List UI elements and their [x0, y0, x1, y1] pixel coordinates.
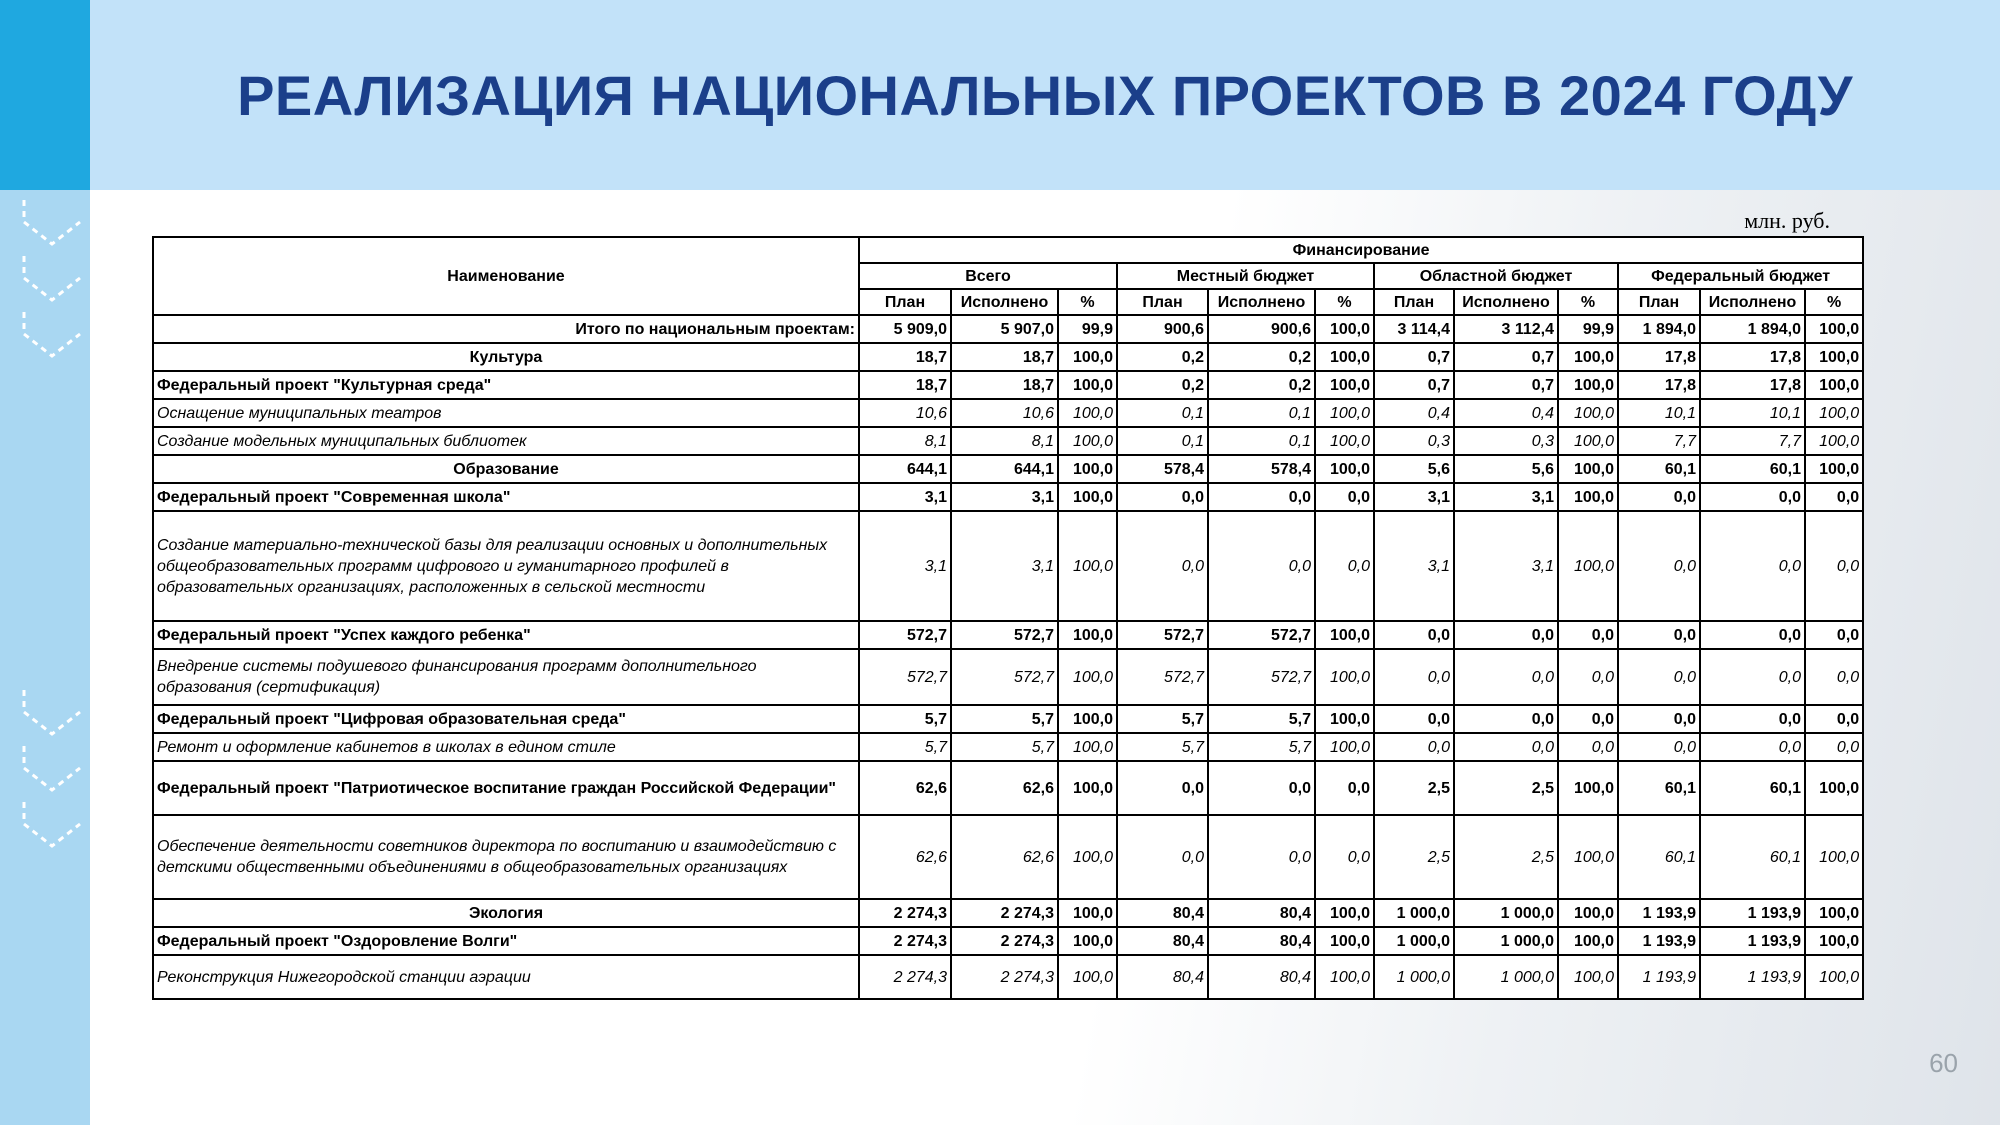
units-label: млн. руб. [1744, 208, 1830, 233]
value-cell: 2 274,3 [859, 927, 951, 955]
table-row [153, 705, 1863, 733]
subcolumn-header: План [1117, 289, 1208, 315]
value-cell: 0,0 [1315, 815, 1374, 899]
value-cell: 80,4 [1208, 955, 1315, 999]
value-cell: 80,4 [1208, 927, 1315, 955]
value-cell: 1 193,9 [1700, 927, 1805, 955]
table-row [153, 733, 1863, 761]
financing-header: Финансирование [859, 237, 1863, 263]
value-cell: 100,0 [1315, 399, 1374, 427]
value-cell: 0,0 [1558, 649, 1618, 705]
value-cell: 5,7 [1208, 733, 1315, 761]
value-cell: 3,1 [1374, 483, 1454, 511]
value-cell: 17,8 [1700, 371, 1805, 399]
value-cell: 100,0 [1058, 343, 1117, 371]
value-cell: 2,5 [1454, 815, 1558, 899]
value-cell: 3,1 [951, 483, 1058, 511]
value-cell: 100,0 [1558, 371, 1618, 399]
row-name: Культура [153, 343, 859, 371]
value-cell: 100,0 [1058, 371, 1117, 399]
value-cell: 100,0 [1058, 455, 1117, 483]
value-cell: 0,3 [1454, 427, 1558, 455]
value-cell: 18,7 [859, 371, 951, 399]
value-cell: 100,0 [1315, 649, 1374, 705]
subcolumn-header: Исполнено [1454, 289, 1558, 315]
value-cell: 3,1 [951, 511, 1058, 621]
row-name: Реконструкция Нижегородской станции аэрации [153, 955, 859, 999]
value-cell: 3 112,4 [1454, 315, 1558, 343]
value-cell: 100,0 [1558, 427, 1618, 455]
row-name: Обеспечение деятельности советников директора по воспитанию и взаимодействию с детскими общественными объединениями в общеобразовательных организациях [153, 815, 859, 899]
subcolumn-header: План [1618, 289, 1700, 315]
value-cell: 0,0 [1805, 621, 1863, 649]
value-cell: 572,7 [1117, 621, 1208, 649]
table-row [153, 649, 1863, 705]
row-name: Федеральный проект "Цифровая образовательная среда" [153, 705, 859, 733]
value-cell: 0,0 [1618, 649, 1700, 705]
value-cell: 100,0 [1558, 899, 1618, 927]
value-cell: 5,7 [1117, 705, 1208, 733]
value-cell: 18,7 [859, 343, 951, 371]
value-cell: 100,0 [1315, 455, 1374, 483]
table-row [153, 371, 1863, 399]
value-cell: 100,0 [1315, 343, 1374, 371]
subcolumn-header: Исполнено [951, 289, 1058, 315]
subcolumn-header: План [859, 289, 951, 315]
subcolumn-header: Исполнено [1700, 289, 1805, 315]
value-cell: 0,0 [1117, 761, 1208, 815]
value-cell: 100,0 [1058, 927, 1117, 955]
value-cell: 0,0 [1805, 705, 1863, 733]
table-row [153, 815, 1863, 899]
projects-table [152, 236, 1864, 1000]
value-cell: 100,0 [1058, 705, 1117, 733]
value-cell: 2,5 [1374, 761, 1454, 815]
subcolumn-header: % [1558, 289, 1618, 315]
value-cell: 5 909,0 [859, 315, 951, 343]
value-cell: 0,2 [1208, 371, 1315, 399]
value-cell: 572,7 [1117, 649, 1208, 705]
value-cell: 0,0 [1700, 511, 1805, 621]
subcolumn-header: Исполнено [1208, 289, 1315, 315]
value-cell: 100,0 [1058, 761, 1117, 815]
table-row [153, 899, 1863, 927]
value-cell: 572,7 [951, 621, 1058, 649]
value-cell: 1 000,0 [1374, 899, 1454, 927]
value-cell: 0,7 [1454, 371, 1558, 399]
table-row [153, 399, 1863, 427]
value-cell: 0,0 [1208, 511, 1315, 621]
value-cell: 5,7 [951, 705, 1058, 733]
value-cell: 0,0 [1805, 649, 1863, 705]
table-row [153, 511, 1863, 621]
left-decor-accent [0, 0, 90, 190]
value-cell: 644,1 [859, 455, 951, 483]
value-cell: 0,7 [1374, 371, 1454, 399]
slide-header [90, 0, 2000, 190]
value-cell: 17,8 [1618, 371, 1700, 399]
value-cell: 2 274,3 [951, 955, 1058, 999]
value-cell: 10,1 [1700, 399, 1805, 427]
value-cell: 0,0 [1454, 733, 1558, 761]
value-cell: 0,0 [1700, 483, 1805, 511]
value-cell: 100,0 [1058, 733, 1117, 761]
subcolumn-header: % [1805, 289, 1863, 315]
value-cell: 2,5 [1454, 761, 1558, 815]
value-cell: 1 193,9 [1618, 927, 1700, 955]
value-cell: 100,0 [1315, 955, 1374, 999]
subcolumn-header: План [1374, 289, 1454, 315]
value-cell: 100,0 [1805, 427, 1863, 455]
value-cell: 100,0 [1058, 815, 1117, 899]
value-cell: 572,7 [1208, 621, 1315, 649]
value-cell: 1 894,0 [1700, 315, 1805, 343]
value-cell: 0,7 [1454, 343, 1558, 371]
value-cell: 0,1 [1208, 427, 1315, 455]
value-cell: 8,1 [951, 427, 1058, 455]
value-cell: 0,0 [1208, 483, 1315, 511]
value-cell: 100,0 [1315, 427, 1374, 455]
value-cell: 100,0 [1315, 927, 1374, 955]
table-row [153, 483, 1863, 511]
value-cell: 0,0 [1558, 621, 1618, 649]
value-cell: 100,0 [1558, 815, 1618, 899]
table-row [153, 761, 1863, 815]
subcolumn-header: % [1058, 289, 1117, 315]
value-cell: 100,0 [1058, 899, 1117, 927]
value-cell: 100,0 [1805, 761, 1863, 815]
value-cell: 0,0 [1315, 511, 1374, 621]
value-cell: 572,7 [859, 649, 951, 705]
value-cell: 0,0 [1315, 483, 1374, 511]
value-cell: 99,9 [1558, 315, 1618, 343]
value-cell: 572,7 [1208, 649, 1315, 705]
value-cell: 80,4 [1208, 899, 1315, 927]
value-cell: 5,7 [1208, 705, 1315, 733]
value-cell: 0,0 [1117, 815, 1208, 899]
group-header: Местный бюджет [1117, 263, 1374, 289]
value-cell: 100,0 [1558, 927, 1618, 955]
value-cell: 100,0 [1805, 315, 1863, 343]
value-cell: 0,0 [1618, 511, 1700, 621]
group-header: Федеральный бюджет [1618, 263, 1863, 289]
value-cell: 100,0 [1315, 621, 1374, 649]
table-row [153, 621, 1863, 649]
value-cell: 0,0 [1374, 733, 1454, 761]
value-cell: 5,7 [859, 705, 951, 733]
value-cell: 2 274,3 [951, 899, 1058, 927]
value-cell: 1 894,0 [1618, 315, 1700, 343]
row-name: Федеральный проект "Оздоровление Волги" [153, 927, 859, 955]
value-cell: 100,0 [1558, 511, 1618, 621]
table-row [153, 955, 1863, 999]
value-cell: 578,4 [1117, 455, 1208, 483]
value-cell: 62,6 [859, 761, 951, 815]
value-cell: 1 193,9 [1700, 955, 1805, 999]
value-cell: 3,1 [859, 483, 951, 511]
value-cell: 100,0 [1558, 399, 1618, 427]
value-cell: 2 274,3 [951, 927, 1058, 955]
value-cell: 0,0 [1700, 649, 1805, 705]
value-cell: 0,1 [1117, 427, 1208, 455]
row-name: Федеральный проект "Культурная среда" [153, 371, 859, 399]
value-cell: 100,0 [1805, 815, 1863, 899]
value-cell: 7,7 [1618, 427, 1700, 455]
value-cell: 3,1 [1454, 511, 1558, 621]
value-cell: 0,0 [1618, 733, 1700, 761]
value-cell: 0,4 [1454, 399, 1558, 427]
value-cell: 100,0 [1315, 705, 1374, 733]
value-cell: 100,0 [1805, 371, 1863, 399]
value-cell: 60,1 [1618, 761, 1700, 815]
value-cell: 2,5 [1374, 815, 1454, 899]
value-cell: 1 193,9 [1700, 899, 1805, 927]
group-header: Областной бюджет [1374, 263, 1618, 289]
group-header: Всего [859, 263, 1117, 289]
value-cell: 60,1 [1700, 815, 1805, 899]
value-cell: 3 114,4 [1374, 315, 1454, 343]
value-cell: 0,0 [1558, 705, 1618, 733]
value-cell: 1 000,0 [1454, 927, 1558, 955]
value-cell: 3,1 [1454, 483, 1558, 511]
value-cell: 572,7 [859, 621, 951, 649]
value-cell: 0,0 [1117, 511, 1208, 621]
value-cell: 100,0 [1315, 899, 1374, 927]
value-cell: 0,0 [1374, 705, 1454, 733]
value-cell: 3,1 [859, 511, 951, 621]
value-cell: 0,0 [1374, 649, 1454, 705]
value-cell: 0,0 [1618, 705, 1700, 733]
table-row [153, 315, 1863, 343]
value-cell: 80,4 [1117, 927, 1208, 955]
value-cell: 100,0 [1058, 427, 1117, 455]
value-cell: 0,3 [1374, 427, 1454, 455]
value-cell: 0,0 [1700, 705, 1805, 733]
value-cell: 100,0 [1558, 343, 1618, 371]
value-cell: 0,0 [1315, 761, 1374, 815]
value-cell: 5,7 [951, 733, 1058, 761]
value-cell: 5,7 [859, 733, 951, 761]
value-cell: 0,0 [1454, 649, 1558, 705]
value-cell: 0,0 [1454, 621, 1558, 649]
value-cell: 0,2 [1117, 371, 1208, 399]
value-cell: 100,0 [1058, 483, 1117, 511]
value-cell: 10,1 [1618, 399, 1700, 427]
value-cell: 0,4 [1374, 399, 1454, 427]
value-cell: 62,6 [951, 761, 1058, 815]
value-cell: 5,7 [1117, 733, 1208, 761]
chevron-decoration-icon [18, 200, 88, 880]
value-cell: 1 193,9 [1618, 955, 1700, 999]
value-cell: 80,4 [1117, 899, 1208, 927]
value-cell: 7,7 [1700, 427, 1805, 455]
row-name: Федеральный проект "Современная школа" [153, 483, 859, 511]
value-cell: 60,1 [1700, 761, 1805, 815]
slide-title: РЕАЛИЗАЦИЯ НАЦИОНАЛЬНЫХ ПРОЕКТОВ В 2024 ГОДУ [237, 63, 1853, 127]
value-cell: 60,1 [1700, 455, 1805, 483]
value-cell: 100,0 [1805, 927, 1863, 955]
value-cell: 100,0 [1558, 761, 1618, 815]
value-cell: 1 000,0 [1454, 899, 1558, 927]
value-cell: 578,4 [1208, 455, 1315, 483]
value-cell: 100,0 [1805, 455, 1863, 483]
value-cell: 572,7 [951, 649, 1058, 705]
value-cell: 10,6 [859, 399, 951, 427]
value-cell: 100,0 [1805, 899, 1863, 927]
value-cell: 100,0 [1058, 621, 1117, 649]
value-cell: 5,6 [1374, 455, 1454, 483]
value-cell: 0,0 [1117, 483, 1208, 511]
value-cell: 60,1 [1618, 815, 1700, 899]
value-cell: 0,0 [1618, 621, 1700, 649]
value-cell: 10,6 [951, 399, 1058, 427]
page-number: 60 [1929, 1048, 1958, 1078]
value-cell: 0,0 [1374, 621, 1454, 649]
value-cell: 1 000,0 [1454, 955, 1558, 999]
value-cell: 0,7 [1374, 343, 1454, 371]
value-cell: 18,7 [951, 371, 1058, 399]
row-name: Федеральный проект "Успех каждого ребенка" [153, 621, 859, 649]
row-name: Оснащение муниципальных театров [153, 399, 859, 427]
value-cell: 100,0 [1558, 483, 1618, 511]
value-cell: 0,0 [1208, 761, 1315, 815]
value-cell: 900,6 [1117, 315, 1208, 343]
value-cell: 18,7 [951, 343, 1058, 371]
name-column-header: Наименование [153, 237, 859, 315]
row-name: Экология [153, 899, 859, 927]
value-cell: 0,0 [1558, 733, 1618, 761]
row-name: Ремонт и оформление кабинетов в школах в едином стиле [153, 733, 859, 761]
value-cell: 62,6 [859, 815, 951, 899]
value-cell: 2 274,3 [859, 955, 951, 999]
value-cell: 5 907,0 [951, 315, 1058, 343]
value-cell: 100,0 [1315, 733, 1374, 761]
value-cell: 5,6 [1454, 455, 1558, 483]
value-cell: 8,1 [859, 427, 951, 455]
value-cell: 900,6 [1208, 315, 1315, 343]
subcolumn-header: % [1315, 289, 1374, 315]
value-cell: 0,0 [1805, 733, 1863, 761]
value-cell: 80,4 [1117, 955, 1208, 999]
table-row [153, 427, 1863, 455]
table-row [153, 343, 1863, 371]
value-cell: 0,0 [1618, 483, 1700, 511]
row-name: Федеральный проект "Патриотическое воспитание граждан Российской Федерации" [153, 761, 859, 815]
value-cell: 3,1 [1374, 511, 1454, 621]
value-cell: 100,0 [1558, 455, 1618, 483]
value-cell: 100,0 [1558, 955, 1618, 999]
table-row [153, 927, 1863, 955]
value-cell: 1 000,0 [1374, 955, 1454, 999]
value-cell: 100,0 [1058, 649, 1117, 705]
value-cell: 0,1 [1208, 399, 1315, 427]
value-cell: 2 274,3 [859, 899, 951, 927]
value-cell: 100,0 [1058, 399, 1117, 427]
value-cell: 99,9 [1058, 315, 1117, 343]
row-name: Образование [153, 455, 859, 483]
value-cell: 0,2 [1117, 343, 1208, 371]
row-name: Создание модельных муниципальных библиотек [153, 427, 859, 455]
value-cell: 100,0 [1058, 955, 1117, 999]
value-cell: 17,8 [1700, 343, 1805, 371]
value-cell: 0,2 [1208, 343, 1315, 371]
value-cell: 1 000,0 [1374, 927, 1454, 955]
value-cell: 17,8 [1618, 343, 1700, 371]
value-cell: 100,0 [1315, 371, 1374, 399]
value-cell: 100,0 [1805, 955, 1863, 999]
value-cell: 0,1 [1117, 399, 1208, 427]
row-name: Итого по национальным проектам: [153, 315, 859, 343]
value-cell: 100,0 [1315, 315, 1374, 343]
value-cell: 100,0 [1058, 511, 1117, 621]
row-name: Внедрение системы подушевого финансирования программ дополнительного образования (сертификация) [153, 649, 859, 705]
value-cell: 644,1 [951, 455, 1058, 483]
value-cell: 0,0 [1805, 511, 1863, 621]
table-row [153, 455, 1863, 483]
value-cell: 0,0 [1454, 705, 1558, 733]
value-cell: 100,0 [1805, 343, 1863, 371]
value-cell: 0,0 [1805, 483, 1863, 511]
value-cell: 100,0 [1805, 399, 1863, 427]
value-cell: 1 193,9 [1618, 899, 1700, 927]
value-cell: 60,1 [1618, 455, 1700, 483]
value-cell: 0,0 [1700, 733, 1805, 761]
value-cell: 62,6 [951, 815, 1058, 899]
value-cell: 0,0 [1700, 621, 1805, 649]
row-name: Создание материально-технической базы для реализации основных и дополнительных общеобразовательных программ цифрового и гуманитарного профилей в образовательных организациях, расположенных в сельской местности [153, 511, 859, 621]
value-cell: 0,0 [1208, 815, 1315, 899]
